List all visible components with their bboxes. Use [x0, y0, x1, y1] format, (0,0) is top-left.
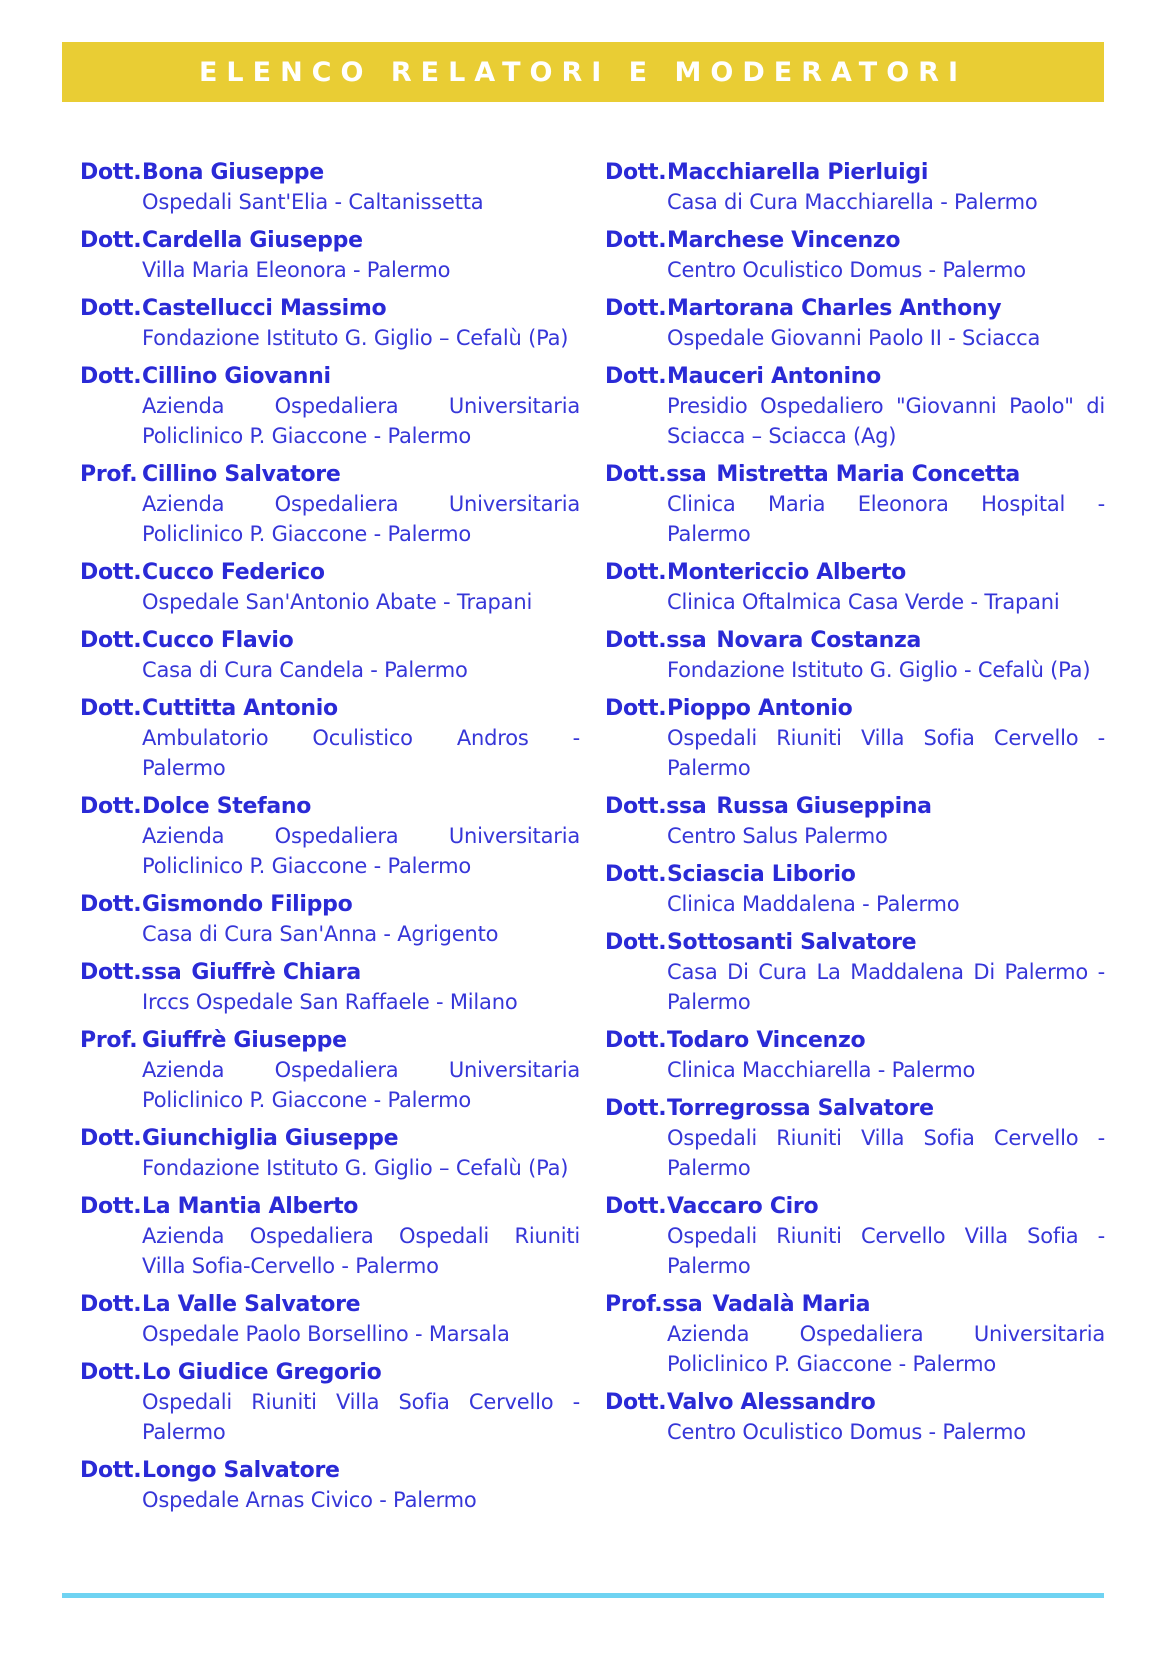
- speaker-entry: [605, 158, 1105, 217]
- speaker-title: Dott.: [80, 364, 142, 389]
- speaker-entry: [605, 558, 1105, 617]
- affiliation-line: Clinica Maria Eleonora Hospital -: [667, 492, 1105, 516]
- speaker-entry: [605, 226, 1105, 285]
- speaker-name: Giuffrè Giuseppe: [142, 1028, 347, 1053]
- speaker-name-row: [80, 1456, 580, 1485]
- speaker-name-row: [80, 1124, 580, 1153]
- speaker-name-row: [80, 226, 580, 255]
- speaker-title: Dott.: [80, 560, 142, 585]
- affiliation-line: Villa Maria Eleonora - Palermo: [142, 258, 451, 282]
- affiliation-line: Ospedali Riuniti Villa Sofia Cervello -: [142, 1390, 580, 1414]
- speaker-title: Dott.: [605, 296, 667, 321]
- affiliation-line: Casa Di Cura La Maddalena Di Palermo -: [667, 960, 1105, 984]
- affiliation-line: Clinica Maddalena - Palermo: [667, 892, 960, 916]
- affiliation-line: Palermo: [667, 756, 751, 780]
- affiliation-line: Palermo: [667, 1156, 751, 1180]
- speaker-affiliation: [605, 957, 1105, 1017]
- affiliation-line: Clinica Macchiarella - Palermo: [667, 1058, 976, 1082]
- speaker-name-row: [80, 694, 580, 723]
- speaker-name: Cucco Federico: [142, 560, 325, 585]
- affiliation-line: Ambulatorio Oculistico Andros -: [142, 726, 580, 750]
- speaker-entry: [80, 958, 580, 1017]
- speaker-name: Mauceri Antonino: [667, 364, 881, 389]
- speaker-affiliation: [80, 987, 580, 1017]
- affiliation-line: Casa di Cura Candela - Palermo: [142, 658, 468, 682]
- speaker-title: Dott.: [80, 1458, 142, 1483]
- speaker-name-row: [605, 1388, 1105, 1417]
- affiliation-line: Azienda Ospedaliera Universitaria: [142, 1058, 580, 1082]
- affiliation-line: Azienda Ospedaliera Universitaria: [142, 492, 580, 516]
- affiliation-line: Irccs Ospedale San Raffaele - Milano: [142, 990, 518, 1014]
- speaker-name: Novara Costanza: [716, 628, 922, 653]
- speaker-title: Dott.: [605, 930, 667, 955]
- speaker-name-row: [605, 460, 1105, 489]
- speaker-entry: [605, 362, 1105, 451]
- speaker-name-row: [605, 226, 1105, 255]
- speaker-affiliation: [80, 1485, 580, 1515]
- speaker-entry: [605, 1388, 1105, 1447]
- speaker-name-row: [605, 694, 1105, 723]
- speaker-title: Dott.ssa: [605, 628, 707, 653]
- speaker-name: Dolce Stefano: [142, 794, 312, 819]
- speaker-name-row: [605, 626, 1105, 655]
- affiliation-line: Policlinico P. Giaccone - Palermo: [142, 854, 471, 878]
- speaker-title: Dott.ssa: [605, 462, 707, 487]
- affiliation-line: Sciacca – Sciacca (Ag): [667, 424, 897, 448]
- affiliation-line: Policlinico P. Giaccone - Palermo: [667, 1352, 996, 1376]
- speaker-name: Sciascia Liborio: [667, 862, 856, 887]
- speaker-affiliation: [80, 489, 580, 549]
- speaker-name: Martorana Charles Anthony: [667, 296, 1002, 321]
- speaker-affiliation: [605, 1123, 1105, 1183]
- affiliation-line: Azienda Ospedaliera Universitaria: [142, 824, 580, 848]
- affiliation-line: Ospedali Riuniti Villa Sofia Cervello -: [667, 1126, 1105, 1150]
- speaker-title: Dott.: [605, 364, 667, 389]
- speaker-title: Dott.: [605, 1028, 667, 1053]
- speaker-affiliation: [605, 255, 1105, 285]
- speaker-affiliation: [605, 1417, 1105, 1447]
- speaker-title: Dott.: [80, 892, 142, 917]
- speaker-name: Cillino Salvatore: [142, 462, 341, 487]
- speaker-affiliation: [80, 1387, 580, 1447]
- speaker-entry: [80, 226, 580, 285]
- affiliation-line: Ospedale Arnas Civico - Palermo: [142, 1488, 477, 1512]
- speaker-entry: [605, 294, 1105, 353]
- speaker-name: La Valle Salvatore: [142, 1292, 361, 1317]
- affiliation-line: Azienda Ospedaliera Universitaria: [667, 1322, 1105, 1346]
- speaker-entry: [605, 792, 1105, 851]
- speaker-name: Vaccaro Ciro: [667, 1194, 819, 1219]
- speaker-affiliation: [80, 1055, 580, 1115]
- speaker-entry: [80, 1026, 580, 1115]
- speaker-affiliation: [80, 1319, 580, 1349]
- speaker-name-row: [80, 158, 580, 187]
- speaker-name-row: [80, 460, 580, 489]
- speaker-name: Gismondo Filippo: [142, 892, 353, 917]
- speaker-name: Bona Giuseppe: [142, 160, 324, 185]
- speaker-name-row: [80, 362, 580, 391]
- speaker-affiliation: [605, 187, 1105, 217]
- bottom-divider: [62, 1593, 1104, 1598]
- affiliation-line: Palermo: [667, 1254, 751, 1278]
- speaker-entry: [605, 1026, 1105, 1085]
- affiliation-line: Fondazione Istituto G. Giglio - Cefalù (Pa): [667, 658, 1091, 682]
- affiliation-line: Palermo: [667, 990, 751, 1014]
- speaker-title: Prof.: [80, 1028, 138, 1053]
- speaker-name-row: [605, 1026, 1105, 1055]
- speaker-entry: [80, 460, 580, 549]
- speakers-list-left: [80, 158, 580, 1524]
- speaker-entry: [80, 558, 580, 617]
- speaker-title: Dott.: [80, 1360, 142, 1385]
- speaker-entry: [80, 1124, 580, 1183]
- speaker-entry: [80, 890, 580, 949]
- speaker-affiliation: [80, 821, 580, 881]
- speaker-affiliation: [80, 1153, 580, 1183]
- affiliation-line: Policlinico P. Giaccone - Palermo: [142, 522, 471, 546]
- speaker-name: Vadalà Maria: [712, 1292, 871, 1317]
- speaker-title: Dott.: [80, 1292, 142, 1317]
- affiliation-line: Ospedali Riuniti Villa Sofia Cervello -: [667, 726, 1105, 750]
- speaker-name: Sottosanti Salvatore: [667, 930, 917, 955]
- affiliation-line: Centro Salus Palermo: [667, 824, 888, 848]
- speaker-entry: [80, 294, 580, 353]
- speaker-entry: [605, 460, 1105, 549]
- speaker-name: Macchiarella Pierluigi: [667, 160, 929, 185]
- affiliation-line: Palermo: [667, 522, 751, 546]
- speaker-name: Torregrossa Salvatore: [667, 1096, 934, 1121]
- speaker-entry: [80, 626, 580, 685]
- speaker-title: Prof.: [80, 462, 138, 487]
- speaker-name: Montericcio Alberto: [667, 560, 906, 585]
- speaker-name-row: [80, 890, 580, 919]
- speaker-name: Cillino Giovanni: [142, 364, 331, 389]
- speaker-entry: [605, 928, 1105, 1017]
- speaker-affiliation: [605, 723, 1105, 783]
- speaker-name: Pioppo Antonio: [667, 696, 853, 721]
- speaker-entry: [80, 158, 580, 217]
- speaker-title: Dott.: [605, 160, 667, 185]
- affiliation-line: Centro Oculistico Domus - Palermo: [667, 258, 1026, 282]
- speaker-name: Cuttitta Antonio: [142, 696, 338, 721]
- speaker-name-row: [605, 1094, 1105, 1123]
- speaker-affiliation: [80, 255, 580, 285]
- speaker-affiliation: [605, 323, 1105, 353]
- affiliation-line: Villa Sofia-Cervello - Palermo: [142, 1254, 439, 1278]
- affiliation-line: Palermo: [142, 756, 226, 780]
- speaker-name: Marchese Vincenzo: [667, 228, 901, 253]
- speaker-name-row: [605, 1290, 1105, 1319]
- affiliation-line: Presidio Ospedaliero "Giovanni Paolo" di: [667, 394, 1105, 418]
- speaker-entry: [80, 1290, 580, 1349]
- speaker-name-row: [80, 1026, 580, 1055]
- speaker-affiliation: [605, 391, 1105, 451]
- affiliation-line: Clinica Oftalmica Casa Verde - Trapani: [667, 590, 1060, 614]
- speaker-entry: [605, 1192, 1105, 1281]
- affiliation-line: Fondazione Istituto G. Giglio – Cefalù (Pa): [142, 1156, 569, 1180]
- speaker-affiliation: [605, 489, 1105, 549]
- speaker-title: Prof.ssa: [605, 1292, 703, 1317]
- affiliation-line: Policlinico P. Giaccone - Palermo: [142, 1088, 471, 1112]
- affiliation-line: Palermo: [142, 1420, 226, 1444]
- affiliation-line: Fondazione Istituto G. Giglio – Cefalù (Pa): [142, 326, 569, 350]
- speaker-title: Dott.: [80, 696, 142, 721]
- speaker-entry: [80, 1456, 580, 1515]
- speaker-name-row: [80, 626, 580, 655]
- speaker-title: Dott.: [605, 560, 667, 585]
- speaker-affiliation: [605, 1055, 1105, 1085]
- speaker-name: Valvo Alessandro: [667, 1390, 876, 1415]
- speaker-title: Dott.: [605, 1096, 667, 1121]
- speaker-affiliation: [80, 723, 580, 783]
- speaker-title: Dott.: [605, 696, 667, 721]
- speaker-affiliation: [605, 1319, 1105, 1379]
- affiliation-line: Ospedali Riuniti Cervello Villa Sofia -: [667, 1224, 1105, 1248]
- speaker-name-row: [80, 294, 580, 323]
- page-title: ELENCO RELATORI E MODERATORI: [198, 56, 968, 88]
- speaker-affiliation: [80, 655, 580, 685]
- speaker-affiliation: [605, 1221, 1105, 1281]
- speaker-name-row: [80, 792, 580, 821]
- speaker-name: Giunchiglia Giuseppe: [142, 1126, 399, 1151]
- speaker-name-row: [605, 1192, 1105, 1221]
- speaker-entry: [605, 626, 1105, 685]
- affiliation-line: Casa di Cura Macchiarella - Palermo: [667, 190, 1038, 214]
- speaker-affiliation: [80, 323, 580, 353]
- speaker-name: Longo Salvatore: [142, 1458, 340, 1483]
- speaker-name: Mistretta Maria Concetta: [716, 462, 1020, 487]
- speaker-entry: [80, 694, 580, 783]
- affiliation-line: Casa di Cura San'Anna - Agrigento: [142, 922, 499, 946]
- speaker-affiliation: [605, 655, 1105, 685]
- speaker-entry: [80, 362, 580, 451]
- speaker-entry: [605, 1290, 1105, 1379]
- speaker-title: Dott.ssa: [80, 960, 182, 985]
- speaker-affiliation: [80, 1221, 580, 1281]
- speaker-name-row: [80, 1358, 580, 1387]
- speaker-title: Dott.: [80, 1194, 142, 1219]
- affiliation-line: Azienda Ospedaliera Universitaria: [142, 394, 580, 418]
- speaker-name: La Mantia Alberto: [142, 1194, 359, 1219]
- speaker-name-row: [605, 792, 1105, 821]
- speaker-name: Cucco Flavio: [142, 628, 294, 653]
- speaker-name-row: [80, 558, 580, 587]
- speaker-name-row: [605, 158, 1105, 187]
- speaker-affiliation: [80, 587, 580, 617]
- speaker-title: Dott.: [80, 160, 142, 185]
- speaker-name-row: [605, 860, 1105, 889]
- speaker-name-row: [80, 958, 580, 987]
- affiliation-line: Azienda Ospedaliera Ospedali Riuniti: [142, 1224, 580, 1248]
- speaker-affiliation: [80, 391, 580, 451]
- affiliation-line: Ospedale Paolo Borsellino - Marsala: [142, 1322, 510, 1346]
- speaker-title: Dott.: [80, 296, 142, 321]
- speaker-entry: [605, 694, 1105, 783]
- title-banner: [62, 42, 1104, 102]
- speaker-entry: [605, 860, 1105, 919]
- speaker-name: Todaro Vincenzo: [667, 1028, 866, 1053]
- speaker-affiliation: [80, 919, 580, 949]
- speakers-list-right: [605, 158, 1105, 1456]
- speaker-entry: [80, 1358, 580, 1447]
- speaker-affiliation: [605, 821, 1105, 851]
- speaker-affiliation: [80, 187, 580, 217]
- speaker-title: Dott.ssa: [605, 794, 707, 819]
- speaker-name-row: [605, 928, 1105, 957]
- speaker-entry: [605, 1094, 1105, 1183]
- affiliation-line: Centro Oculistico Domus - Palermo: [667, 1420, 1026, 1444]
- speaker-name: Cardella Giuseppe: [142, 228, 363, 253]
- speaker-name-row: [605, 558, 1105, 587]
- speaker-title: Dott.: [605, 1194, 667, 1219]
- speaker-name-row: [80, 1290, 580, 1319]
- speaker-title: Dott.: [605, 862, 667, 887]
- affiliation-line: Ospedali Sant'Elia - Caltanissetta: [142, 190, 484, 214]
- speaker-name: Giuffrè Chiara: [191, 960, 361, 985]
- speaker-affiliation: [605, 587, 1105, 617]
- speaker-name: Russa Giuseppina: [716, 794, 932, 819]
- speaker-title: Dott.: [605, 228, 667, 253]
- affiliation-line: Policlinico P. Giaccone - Palermo: [142, 424, 471, 448]
- speaker-title: Dott.: [80, 228, 142, 253]
- affiliation-line: Ospedale Giovanni Paolo II - Sciacca: [667, 326, 1041, 350]
- speaker-entry: [80, 792, 580, 881]
- speaker-name-row: [605, 294, 1105, 323]
- speaker-title: Dott.: [80, 628, 142, 653]
- speaker-affiliation: [605, 889, 1105, 919]
- speaker-title: Dott.: [80, 1126, 142, 1151]
- speaker-name: Castellucci Massimo: [142, 296, 387, 321]
- speaker-entry: [80, 1192, 580, 1281]
- speaker-name: Lo Giudice Gregorio: [142, 1360, 382, 1385]
- speaker-title: Dott.: [605, 1390, 667, 1415]
- affiliation-line: Ospedale San'Antonio Abate - Trapani: [142, 590, 533, 614]
- speaker-name-row: [80, 1192, 580, 1221]
- speaker-title: Dott.: [80, 794, 142, 819]
- speaker-name-row: [605, 362, 1105, 391]
